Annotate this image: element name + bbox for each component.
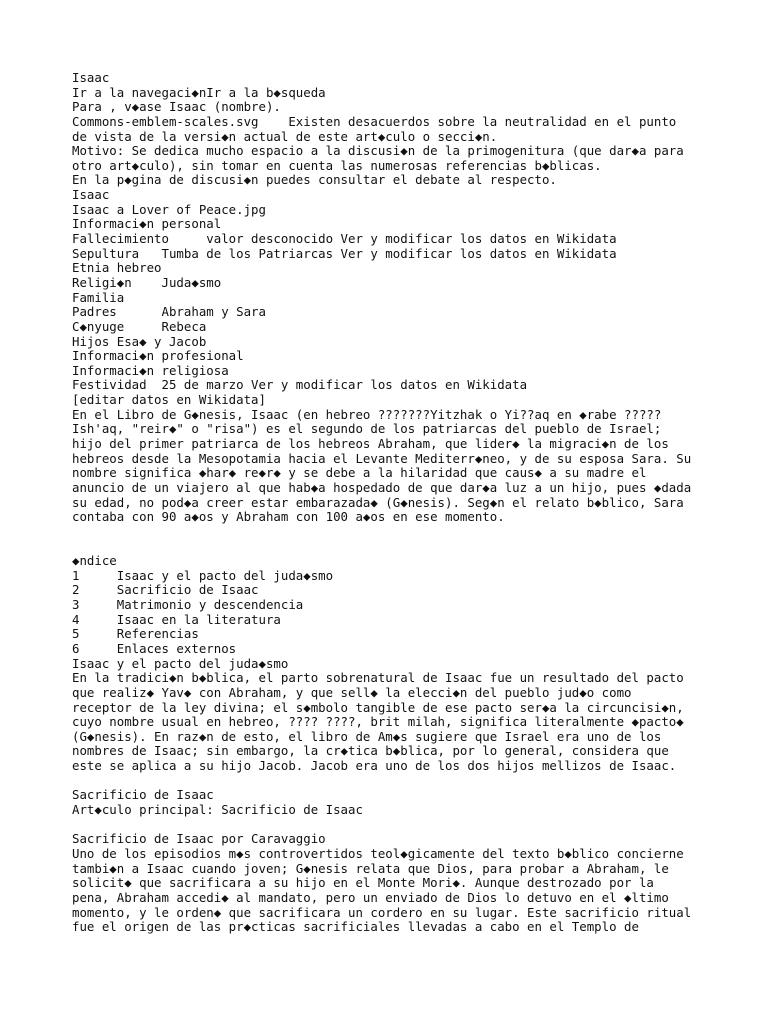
text-line: cuyo nombre usual en hebreo, ???? ????, brit milah, significa literalmente ◆pacto◆ (72, 714, 684, 730)
text-line: solicit◆ que sacrificara a su hijo en el Monte Mori◆. Aunque destrozado por la (72, 875, 654, 891)
text-line: 4 Isaac en la literatura (72, 611, 281, 627)
text-line: (G◆nesis). En raz◆n de esto, el libro de Am◆s sugiere que Israel era uno de los (72, 728, 662, 744)
text-line: 2 Sacrificio de Isaac (72, 582, 259, 598)
text-line: Art◆culo principal: Sacrificio de Isaac (72, 802, 363, 818)
text-line: Etnia hebreo (72, 260, 162, 276)
text-line (72, 540, 752, 555)
text-line: Isaac (72, 187, 110, 203)
text-line: su edad, no pod◆a creer estar embarazada◆ (G◆nesis). Seg◆n el relato b◆blico, Sara (72, 494, 684, 510)
text-line: Ir a la navegaci◆nIr a la b◆squeda (72, 84, 326, 100)
text-line: Hijos Esa◆ y Jacob (72, 333, 207, 349)
text-line: de vista de la versi◆n actual de este art◆culo o secci◆n. (72, 128, 498, 144)
text-line: Isaac a Lover of Peace.jpg (72, 201, 266, 217)
text-line: Informaci◆n personal (72, 216, 222, 232)
text-line: 5 Referencias (72, 626, 199, 642)
text-line: Familia (72, 289, 125, 305)
text-line: Commons-emblem-scales.svg Existen desacuerdos sobre la neutralidad en el punto (72, 113, 677, 129)
text-line: En el Libro de G◆nesis, Isaac (en hebreo ???????Yitzhak o Yi??aq en ◆rabe ????? (72, 406, 662, 422)
text-line: ◆ndice (72, 553, 117, 569)
text-line: En la tradici◆n b◆blica, el parto sobrenatural de Isaac fue un resultado del pacto (72, 670, 684, 686)
text-line: Informaci◆n profesional (72, 348, 244, 364)
text-line: hebreos desde la Mesopotamia hacia el Levante Mediterr◆neo, y de su esposa Sara. Su (72, 450, 692, 466)
text-line: Festividad 25 de marzo Ver y modificar los datos en Wikidata (72, 377, 528, 393)
text-line: [editar datos en Wikidata] (72, 392, 266, 408)
text-line: C◆nyuge Rebeca (72, 318, 207, 334)
text-line: receptor de la ley divina; el s◆mbolo tangible de ese pacto ser◆a la circuncisi◆n, (72, 699, 684, 715)
text-line: fue el origen de las pr◆cticas sacrificiales llevadas a cabo en el Templo de (72, 919, 639, 935)
text-line: contaba con 90 a◆os y Abraham con 100 a◆os en ese momento. (72, 509, 505, 525)
text-line: este se aplica a su hijo Jacob. Jacob era uno de los dos hijos mellizos de Isaac. (72, 758, 677, 774)
text-line: otro art◆culo), sin tomar en cuenta las numerosas referencias b◆blicas. (72, 157, 602, 173)
text-line: Padres Abraham y Sara (72, 304, 266, 320)
text-line: Ish'aq, "reir◆" o "risa") es el segundo de los patriarcas del pueblo de Israel; (72, 421, 662, 437)
text-line: 3 Matrimonio y descendencia (72, 597, 304, 613)
text-line (72, 818, 752, 833)
text-line: Para , v◆ase Isaac (nombre). (72, 99, 281, 115)
text-line: Religi◆n Juda◆smo (72, 274, 222, 290)
text-line: 6 Enlaces externos (72, 640, 237, 656)
text-line: Isaac y el pacto del juda◆smo (72, 655, 289, 671)
text-line: Uno de los episodios m◆s controvertidos teol◆gicamente del texto b◆blico concierne (72, 845, 684, 861)
text-line: momento, y le orden◆ que sacrificara un cordero en su lugar. Este sacrificio ritual (72, 904, 692, 920)
text-line: hijo del primer patriarca de los hebreos Abraham, que lider◆ la migraci◆n de los (72, 436, 669, 452)
text-line: 1 Isaac y el pacto del juda◆smo (72, 567, 334, 583)
text-line: Fallecimiento valor desconocido Ver y modificar los datos en Wikidata (72, 231, 617, 247)
text-line: Informaci◆n religiosa (72, 362, 229, 378)
text-line (72, 525, 752, 540)
text-line: Sacrificio de Isaac (72, 787, 214, 803)
text-line: anuncio de un viajero al que hab◆a hospedado de que dar◆a luz a un hijo, pues ◆dada (72, 479, 692, 495)
text-line: Sepultura Tumba de los Patriarcas Ver y modificar los datos en Wikidata (72, 245, 617, 261)
text-line: nombres de Isaac; sin embargo, la cr◆tica b◆blica, por lo general, considera que (72, 743, 669, 759)
text-line: Motivo: Se dedica mucho espacio a la discusi◆n de la primogenitura (que dar◆a para (72, 143, 684, 159)
text-line: En la p◆gina de discusi◆n puedes consultar el debate al respecto. (72, 172, 557, 188)
text-line: tambi◆n a Isaac cuando joven; G◆nesis relata que Dios, para probar a Abraham, le (72, 860, 669, 876)
text-line: Sacrificio de Isaac por Caravaggio (72, 831, 326, 847)
document-text (72, 71, 752, 935)
text-line: que realiz◆ Yav◆ con Abraham, y que sell◆ la elecci◆n del pueblo jud◆o como (72, 684, 632, 700)
text-line: pena, Abraham accedi◆ al mandato, pero un enviado de Dios lo detuvo en el ◆ltimo (72, 889, 669, 905)
text-line: nombre significa ◆har◆ re◆r◆ y se debe a la hilaridad que caus◆ a su madre el (72, 465, 647, 481)
text-line (72, 774, 752, 789)
text-line: Isaac (72, 70, 110, 85)
